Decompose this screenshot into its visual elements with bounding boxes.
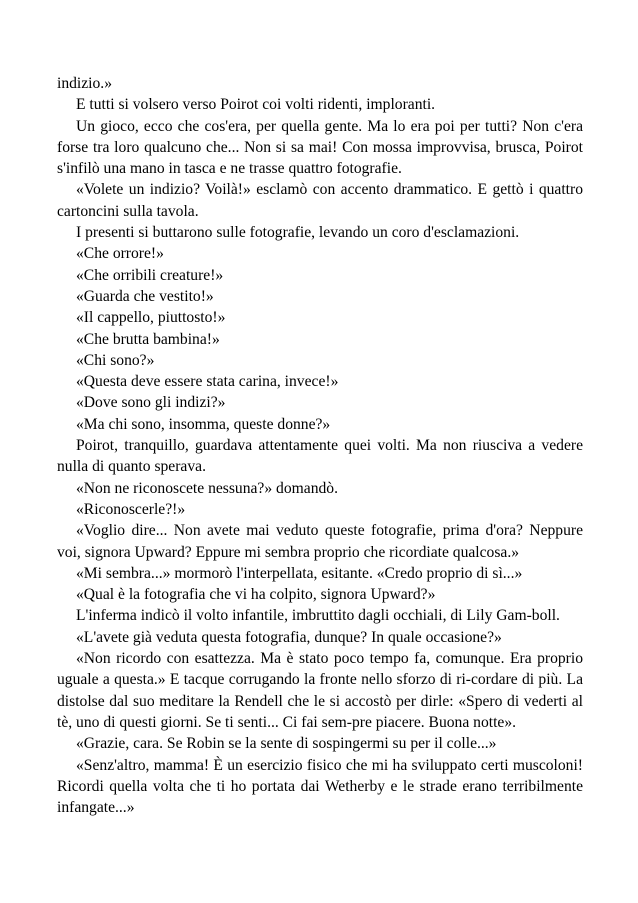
paragraph-4: «Volete un indizio? Voilà!» esclamò con accento drammatico. E gettò i quattro cartoncini sulla tavola. (57, 181, 583, 220)
paragraph-2: E tutti si volsero verso Poirot coi volti ridenti, imploranti. (76, 96, 436, 114)
paragraph-21: L'inferma indicò il volto infantile, imbruttito dagli occhiali, di Lily Gam-boll. (76, 607, 560, 625)
paragraph-14: «Ma chi sono, insomma, queste donne?» (76, 415, 331, 433)
paragraph-12: «Questa deve essere stata carina, invece!» (76, 373, 339, 391)
paragraph-23: «Non ricordo con esattezza. Ma è stato poco tempo fa, comunque. Era proprio uguale a questa.» E tacque corrugando la fronte nello sforzo di ri-cordare di più. La distolse dal suo meditare la Rendell che le si accostò per dirle: «Spero di vederti al tè, uno di questi giorni. Se ti senti... Ci fai sem-pre piacere. Buona notte». (57, 650, 583, 731)
paragraph-16: «Non ne riconoscete nessuna?» domandò. (76, 479, 338, 497)
paragraph-25: «Senz'altro, mamma! È un esercizio fisico che mi ha sviluppato certi muscoloni! Ricordi quella volta che ti ho portata dai Wetherby e le strade erano terribilmente infangate...» (57, 756, 583, 817)
paragraph-1: indizio.» (57, 75, 113, 92)
paragraph-10: «Che brutta bambina!» (76, 330, 220, 348)
paragraph-24: «Grazie, cara. Se Robin se la sente di sospingermi su per il colle...» (76, 735, 497, 753)
paragraph-22: «L'avete già veduta questa fotografia, dunque? In quale occasione?» (76, 628, 502, 646)
paragraph-15: Poirot, tranquillo, guardava attentamente quei volti. Ma non riusciva a vedere nulla di quanto sperava. (57, 437, 583, 476)
paragraph-6: «Che orrore!» (76, 245, 164, 263)
paragraph-18: «Voglio dire... Non avete mai veduto queste fotografie, prima d'ora? Neppure voi, signora Upward? Eppure mi sembra proprio che ricordiate qualcosa.» (57, 522, 583, 561)
paragraph-7: «Che orribili creature!» (76, 266, 224, 284)
paragraph-8: «Guarda che vestito!» (76, 287, 214, 305)
paragraph-19: «Mi sembra...» mormorò l'interpellata, esitante. «Credo proprio di sì...» (76, 564, 523, 582)
paragraph-17: «Riconoscerle?!» (76, 500, 186, 518)
paragraph-13: «Dove sono gli indizi?» (76, 394, 226, 412)
paragraph-3: Un gioco, ecco che cos'era, per quella gente. Ma lo era poi per tutti? Non c'era forse tra loro qualcuno che... Non si sa mai! Con mossa improvvisa, brusca, Poirot s'infilò una mano in tasca e ne trasse quattro fotografie. (57, 117, 583, 178)
paragraph-5: I presenti si buttarono sulle fotografie, levando un coro d'esclamazioni. (76, 224, 520, 242)
paragraph-11: «Chi sono?» (76, 351, 155, 369)
paragraph-9: «Il cappello, piuttosto!» (76, 309, 226, 327)
paragraph-20: «Qual è la fotografia che vi ha colpito, signora Upward?» (76, 586, 436, 604)
